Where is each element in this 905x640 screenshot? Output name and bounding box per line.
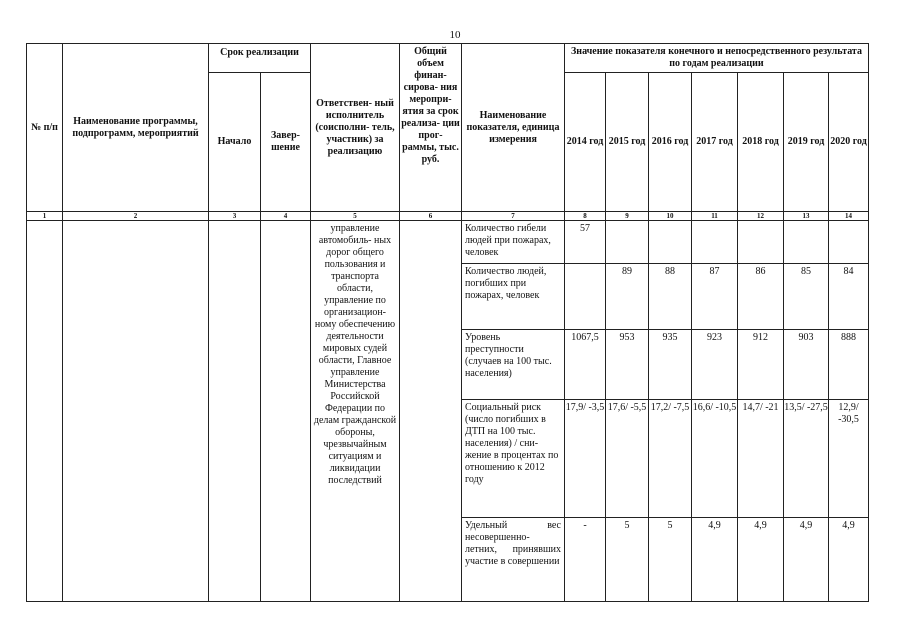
column-number: 6 (400, 212, 462, 221)
column-number: 2 (63, 212, 209, 221)
value-cell: 5 (606, 518, 649, 602)
column-number: 1 (27, 212, 63, 221)
value-cell (784, 221, 829, 264)
indicator-cell: Количество гибели людей при пожарах, человек (462, 221, 565, 264)
header-year: 2016 год (649, 73, 692, 212)
column-number: 7 (462, 212, 565, 221)
program-indicators-table (26, 43, 869, 602)
start-cell (209, 221, 261, 602)
column-number: 10 (649, 212, 692, 221)
volume-cell (400, 221, 462, 602)
column-number: 4 (261, 212, 311, 221)
column-number: 8 (565, 212, 606, 221)
value-cell: 89 (606, 264, 649, 330)
value-cell: 87 (692, 264, 738, 330)
value-cell: 86 (738, 264, 784, 330)
header-volume: Общий объем финан- сирова- ния меропри- ятия за срок реализа- ции прог- раммы, тыс. руб. (400, 44, 462, 212)
value-cell: 57 (565, 221, 606, 264)
value-cell (738, 221, 784, 264)
header-year: 2018 год (738, 73, 784, 212)
header-year: 2020 год (829, 73, 869, 212)
responsible-cell: управление автомобиль- ных дорог общего пользования и транспорта области, управление по организацион- ному обеспечению деятельности мировых судей области, Главное управление Министерства Российской Федерации по делам гражданской обороны, чрезвычайным ситуациям и ликвидации последствий (311, 221, 400, 602)
value-cell: 84 (829, 264, 869, 330)
value-cell: 17,6/ -5,5 (606, 400, 649, 518)
indicator-cell: Удельный вес несовершенно- летних, принявших участие в совершении (462, 518, 565, 602)
value-cell: 14,7/ -21 (738, 400, 784, 518)
value-cell: 935 (649, 330, 692, 400)
value-cell: 4,9 (692, 518, 738, 602)
value-cell (692, 221, 738, 264)
value-cell: 923 (692, 330, 738, 400)
value-cell: - (565, 518, 606, 602)
column-number: 12 (738, 212, 784, 221)
header-term: Срок реализации (209, 44, 311, 73)
value-cell: 85 (784, 264, 829, 330)
header-values-group: Значение показателя конечного и непосредственного результата по годам реализации (565, 44, 869, 73)
value-cell: 88 (649, 264, 692, 330)
column-number: 5 (311, 212, 400, 221)
header-year: 2019 год (784, 73, 829, 212)
value-cell: 5 (649, 518, 692, 602)
header-year: 2017 год (692, 73, 738, 212)
value-cell: 4,9 (784, 518, 829, 602)
column-number: 3 (209, 212, 261, 221)
column-number: 14 (829, 212, 869, 221)
value-cell: 888 (829, 330, 869, 400)
value-cell: 13,5/ -27,5 (784, 400, 829, 518)
value-cell (829, 221, 869, 264)
end-cell (261, 221, 311, 602)
value-cell (565, 264, 606, 330)
name-cell (63, 221, 209, 602)
header-end: Завер- шение (261, 73, 311, 212)
value-cell: 1067,5 (565, 330, 606, 400)
value-cell: 12,9/ -30,5 (829, 400, 869, 518)
value-cell: 4,9 (738, 518, 784, 602)
column-number: 11 (692, 212, 738, 221)
column-number: 9 (606, 212, 649, 221)
indicator-cell: Социальный риск (число погибших в ДТП на 100 тыс. населения) / сни- жение в процентах по отношению к 2012 году (462, 400, 565, 518)
header-year: 2014 год (565, 73, 606, 212)
header-year: 2015 год (606, 73, 649, 212)
indicator-cell: Количество людей, погибших при пожарах, человек (462, 264, 565, 330)
value-cell: 912 (738, 330, 784, 400)
indicator-cell: Уровень преступности (случаев на 100 тыс. населения) (462, 330, 565, 400)
value-cell (649, 221, 692, 264)
column-number: 13 (784, 212, 829, 221)
value-cell: 17,9/ -3,5 (565, 400, 606, 518)
header-indicator: Наименование показателя, единица измерения (462, 44, 565, 212)
value-cell: 17,2/ -7,5 (649, 400, 692, 518)
value-cell: 16,6/ -10,5 (692, 400, 738, 518)
header-name: Наименование программы, подпрограмм, мероприятий (63, 44, 209, 212)
page-number: 10 (449, 29, 461, 41)
header-num: № п/п (27, 44, 63, 212)
header-start: Начало (209, 73, 261, 212)
table-row (27, 221, 869, 264)
value-cell (606, 221, 649, 264)
value-cell: 903 (784, 330, 829, 400)
num-cell (27, 221, 63, 602)
value-cell: 4,9 (829, 518, 869, 602)
header-responsible: Ответствен- ный исполнитель (соисполни- тель, участник) за реализацию (311, 44, 400, 212)
value-cell: 953 (606, 330, 649, 400)
